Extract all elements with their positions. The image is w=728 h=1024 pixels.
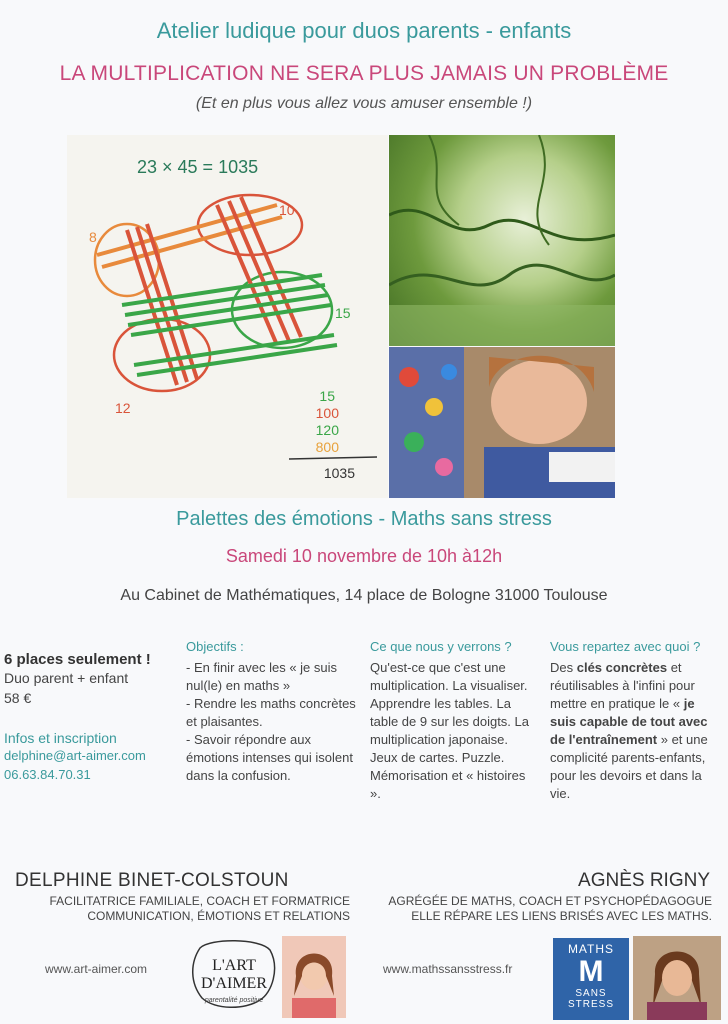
presenter-1-role: FACILITATRICE FAMILIALE, COACH ET FORMATRICE COMMUNICATION, ÉMOTIONS ET RELATIONS — [49, 894, 350, 923]
svg-text:parentalité positive: parentalité positive — [204, 997, 264, 1004]
flyer-headline: LA MULTIPLICATION NE SERA PLUS JAMAIS UN PROBLÈME — [59, 62, 669, 85]
svg-text:D'AIMER: D'AIMER — [201, 975, 267, 992]
flyer-subtitle: (Et en plus vous allez vous amuser ensemble !) — [195, 95, 533, 112]
equation-text: 23 × 45 = 1035 — [137, 157, 259, 177]
event-name: Palettes des émotions - Maths sans stress — [176, 508, 552, 530]
label-8: 8 — [89, 229, 97, 245]
sum-line-1: 15 — [319, 388, 335, 404]
duo-label: Duo parent + enfant — [4, 670, 129, 686]
sum-total: 1035 — [323, 465, 355, 481]
event-date: Samedi 10 novembre de 10h à12h — [225, 546, 503, 566]
presenter-2-role: AGRÉGÉE DE MATHS, COACH ET PSYCHOPÉDAGOGUE ELLE RÉPARE LES LIENS BRISÉS AVEC LES MATHS. — [388, 894, 712, 923]
maths-sans-stress-logo: MATHS M SANS STRESS — [553, 938, 629, 1020]
website-link-1[interactable]: www.art-aimer.com — [45, 962, 148, 976]
label-15: 15 — [335, 305, 351, 321]
contact-email[interactable]: delphine@art-aimer.com — [4, 748, 146, 763]
child-writing-photo — [389, 347, 615, 498]
price: 58 € — [4, 690, 32, 706]
program-title: Ce que nous y verrons ? — [370, 639, 512, 654]
objectifs-title: Objectifs : — [186, 639, 244, 654]
program-text: Qu'est-ce que c'est une multiplication. La visualiser. Apprendre les tables. La table de 9 sur les doigts. La multiplication japonaise. Jeux de cartes. Puzzle. Mémorisation et « histoires ». — [370, 660, 529, 801]
places-count: 6 places seulement ! — [4, 651, 151, 668]
sum-line-2: 100 — [315, 405, 339, 421]
label-12: 12 — [115, 400, 131, 416]
program-section — [370, 638, 535, 803]
fractal-image — [389, 135, 615, 346]
takeaway-title: Vous repartez avec quoi ? — [550, 639, 701, 654]
multiplication-illustration — [67, 135, 388, 498]
label-10: 10 — [279, 202, 295, 218]
booking-info — [4, 651, 174, 784]
flyer-title: Atelier ludique pour duos parents - enfants — [156, 18, 572, 43]
presenter-1-photo — [282, 936, 346, 1018]
art-aimer-logo — [190, 938, 278, 1014]
svg-text:L'ART: L'ART — [212, 957, 256, 974]
sum-line-3: 120 — [315, 422, 339, 438]
website-link-2[interactable]: www.mathssansstress.fr — [383, 962, 513, 976]
event-place: Au Cabinet de Mathématiques, 14 place de Bologne 31000 Toulouse — [120, 587, 608, 604]
infos-title: Infos et inscription — [4, 730, 117, 746]
presenter-1-name: DELPHINE BINET-COLSTOUN — [15, 870, 289, 891]
contact-phone[interactable]: 06.63.84.70.31 — [4, 767, 91, 782]
objectifs-section — [186, 638, 361, 785]
sum-line-4: 800 — [315, 439, 339, 455]
takeaway-text: Des clés concrètes et réutilisables à l'infini pour mettre en pratique le « je suis capable de tout avec de l'entraînement » et une complicité parents-enfants, pour les devoirs et dans la vie. — [550, 660, 708, 801]
objectif-item: - Rendre les maths concrètes et plaisantes. — [186, 696, 356, 729]
takeaway-section — [550, 638, 720, 803]
presenter-2-photo — [633, 936, 721, 1020]
objectif-item: - Savoir répondre aux émotions intenses qui isolent dans la confusion. — [186, 732, 353, 783]
presenter-2-name: AGNÈS RIGNY — [578, 870, 710, 891]
objectif-item: - En finir avec les « je suis nul(le) en maths » — [186, 660, 338, 693]
